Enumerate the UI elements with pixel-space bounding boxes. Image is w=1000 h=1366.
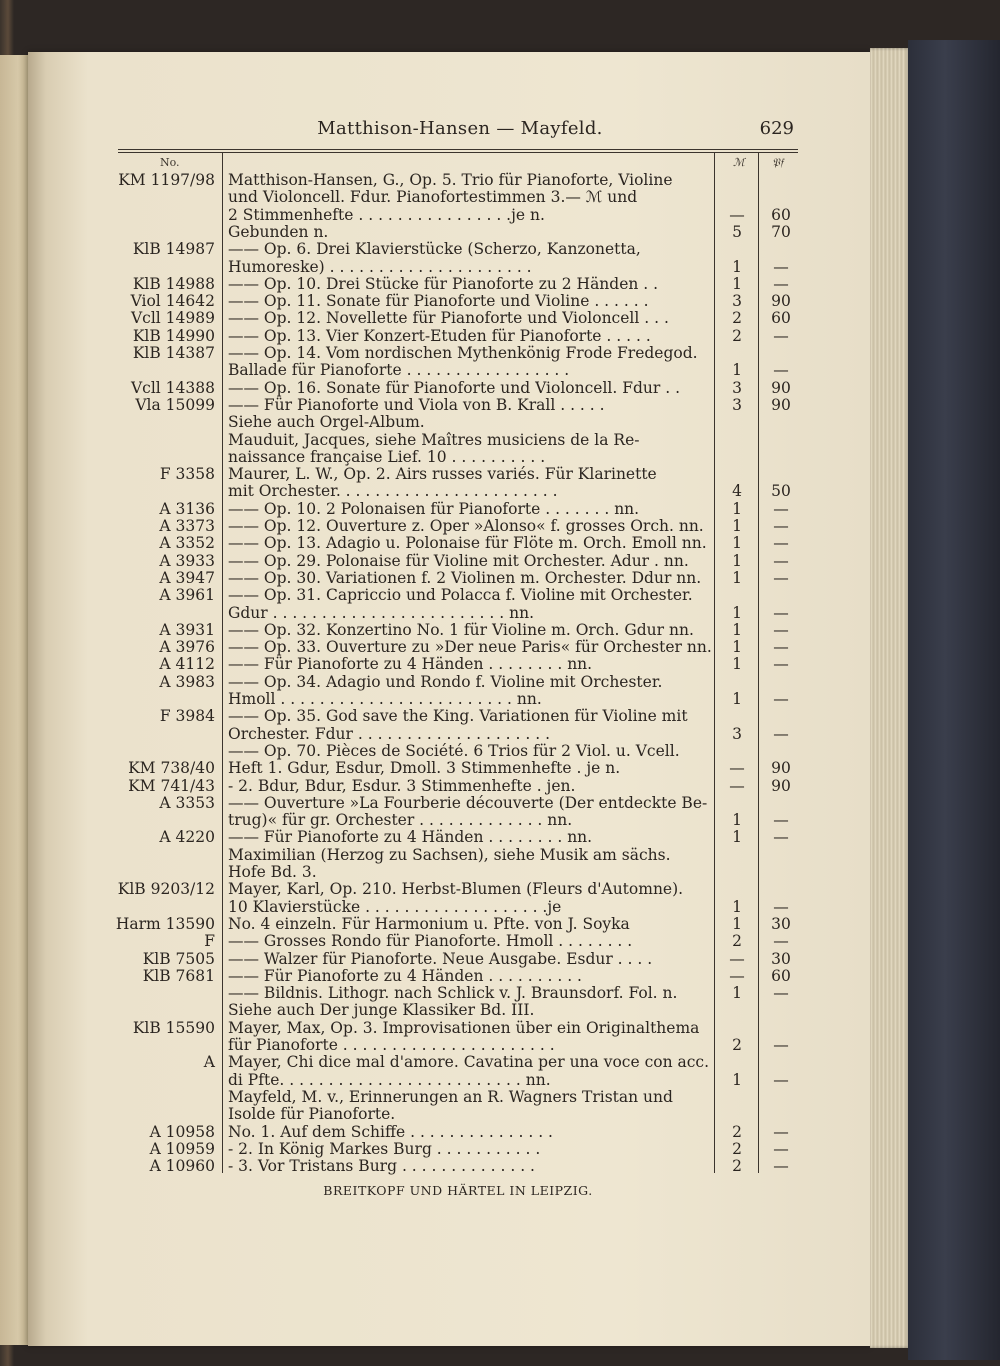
entry-text: —— Op. 70. Pièces de Société. 6 Trios für 2 Viol. u. Vcell. (228, 742, 680, 760)
entry-text: Siehe auch Der junge Klassiker Bd. III. (228, 1002, 535, 1020)
catalog-number: A 3947 (159, 568, 215, 587)
price-pfennig: 90 (771, 395, 791, 414)
column-header-pf: 𝔓𝔣 (772, 156, 784, 169)
entry-text: Gebunden n. (228, 223, 329, 241)
price-mark: 1 (732, 257, 742, 276)
price-mark: 2 (732, 1157, 742, 1176)
entry-text: —— Op. 32. Konzertino No. 1 für Violine m. Orch. Gdur nn. (228, 621, 694, 639)
entry-text: Mayer, Karl, Op. 210. Herbst-Blumen (Fleurs d'Automne). (228, 881, 684, 899)
price-mark: 2 (732, 1036, 742, 1054)
price-mark: 1 (732, 517, 742, 535)
entry-text: —— Op. 34. Adagio und Rondo f. Violine mit Orchester. (228, 673, 663, 691)
catalog-number: A 3373 (159, 517, 215, 535)
entry-text: Humoreske) . . . . . . . . . . . . . . . . . . . . . (228, 258, 532, 276)
price-pfennig: 60 (771, 205, 791, 224)
catalog-number: A 3931 (159, 620, 215, 639)
entry-text: Hofe Bd. 3. (228, 864, 317, 881)
price-pfennig: — (773, 1070, 789, 1089)
entry-text: —— Op. 30. Variationen f. 2 Violinen m. Orchester. Ddur nn. (228, 569, 702, 587)
entry-text: und Violoncell. Fdur. Pianofortestimmen 3.— ℳ und (228, 189, 638, 207)
catalog-number: F 3984 (159, 707, 215, 726)
entry-text: —— Grosses Rondo für Pianoforte. Hmoll . . . . . . . . (228, 933, 633, 951)
book-cover (908, 40, 1000, 1360)
price-pfennig: — (773, 1157, 789, 1176)
column-divider-no (222, 153, 223, 1173)
entry-text: Heft 1. Gdur, Esdur, Dmoll. 3 Stimmenhefte . je n. (228, 760, 621, 778)
price-mark: 2 (732, 1139, 742, 1158)
catalog-number: A 10960 (149, 1157, 215, 1176)
entry-text: Maximilian (Herzog zu Sachsen), siehe Musik am sächs. (228, 846, 671, 864)
entry-text: Orchester. Fdur . . . . . . . . . . . . . . . . . . . . (228, 725, 551, 743)
catalog-number: KM 738/40 (128, 759, 215, 778)
catalog-number: KlB 7505 (142, 949, 215, 968)
entry-text: 10 Klavierstücke . . . . . . . . . . . . . . . . . . .je (228, 898, 562, 916)
entry-text: Maurer, L. W., Op. 2. Airs russes variés. Für Klarinette (228, 466, 657, 484)
catalog-number: Vla 15099 (135, 395, 215, 414)
publisher-footer: BREITKOPF UND HÄRTEL IN LEIPZIG. (323, 1183, 593, 1198)
price-pfennig: — (773, 690, 789, 708)
page-edges (870, 48, 910, 1348)
price-pfennig: — (773, 568, 789, 587)
price-pfennig: — (773, 655, 789, 674)
catalog-number: KM 741/43 (128, 776, 215, 795)
price-mark: 3 (732, 292, 742, 311)
catalog-number: KlB 14990 (132, 326, 215, 345)
price-mark: 3 (732, 724, 742, 743)
catalog-number: A 4112 (159, 655, 215, 674)
price-pfennig: — (773, 326, 789, 345)
price-pfennig: 50 (771, 482, 791, 501)
entry-text: No. 4 einzeln. Für Harmonium u. Pfte. von J. Soyka (228, 915, 630, 933)
entry-text: —— Op. 12. Novellette für Pianoforte und Violoncell . . . (228, 310, 669, 328)
price-mark: — (729, 205, 745, 224)
price-pfennig: — (773, 724, 789, 743)
entry-text: —— Für Pianoforte und Viola von B. Krall . . . . . (228, 396, 605, 414)
price-mark: 1 (732, 274, 742, 293)
catalog-number: A 4220 (159, 828, 215, 847)
entry-text: Hmoll . . . . . . . . . . . . . . . . . . . . . . . . nn. (228, 691, 542, 708)
entry-text: —— Op. 16. Sonate für Pianoforte und Violoncell. Fdur . . (228, 379, 680, 397)
entry-text: —— Op. 11. Sonate für Pianoforte und Violine . . . . . . (228, 293, 649, 311)
entry-text: —— Op. 13. Vier Konzert-Etuden für Pianoforte . . . . . (228, 327, 651, 345)
entry-text: —— Walzer für Pianoforte. Neue Ausgabe. Esdur . . . . (228, 950, 653, 968)
entry-text: —— Op. 12. Ouverture z. Oper »Alonso« f. grosses Orch. nn. (228, 518, 704, 535)
price-pfennig: — (773, 932, 789, 951)
price-mark: 5 (732, 222, 742, 241)
entry-text: trug)« für gr. Orchester . . . . . . . . . . . . . nn. (228, 812, 573, 830)
price-pfennig: — (773, 620, 789, 639)
page-title: Matthison-Hansen — Mayfeld. (317, 118, 603, 139)
price-mark: 1 (732, 914, 742, 933)
price-pfennig: 60 (771, 966, 791, 985)
price-mark: — (729, 949, 745, 968)
page-number: 629 (759, 118, 794, 139)
price-pfennig: 90 (771, 378, 791, 397)
catalog-number: KlB 14987 (132, 240, 215, 259)
entry-text: Ballade für Pianoforte . . . . . . . . . . . . . . . . . (228, 362, 570, 380)
catalog-number: KlB 7681 (142, 966, 215, 985)
price-pfennig: — (773, 984, 789, 1003)
price-pfennig: — (773, 534, 789, 553)
catalog-number: KlB 14988 (132, 274, 215, 293)
price-pfennig: — (773, 274, 789, 293)
catalog-number: A 3961 (159, 586, 215, 605)
catalog-number: A 3933 (159, 551, 215, 570)
catalog-number: A 10959 (149, 1139, 215, 1158)
entry-text: —— Op. 10. 2 Polonaisen für Pianoforte . . . . . . . nn. (228, 500, 640, 518)
entry-text: 2 Stimmenhefte . . . . . . . . . . . . . . . .je n. (228, 206, 545, 224)
price-mark: 3 (732, 378, 742, 397)
entry-text: —— Ouverture »La Fourberie découverte (Der entdeckte Be- (228, 794, 708, 812)
price-pfennig: 30 (771, 914, 791, 933)
entry-text: - 2. Bdur, Bdur, Esdur. 3 Stimmenhefte . jen. (228, 777, 576, 795)
entry-text: —— Op. 10. Drei Stücke für Pianoforte zu 2 Händen . . (228, 275, 659, 293)
entry-text: —— Bildnis. Lithogr. nach Schlick v. J. Braunsdorf. Fol. n. (228, 985, 678, 1003)
price-mark: — (729, 776, 745, 795)
catalog-number: F (204, 932, 215, 951)
catalog-number: A 3352 (159, 534, 215, 553)
entry-text: Matthison-Hansen, G., Op. 5. Trio für Pianoforte, Violine (228, 172, 673, 189)
entry-text: —— Op. 6. Drei Klavierstücke (Scherzo, Kanzonetta, (228, 241, 641, 259)
running-header (120, 118, 800, 142)
price-pfennig: 90 (771, 759, 791, 778)
price-mark: 1 (732, 361, 742, 380)
price-pfennig: — (773, 638, 789, 657)
column-header-mark: ℳ (733, 156, 745, 169)
entry-text: —— Für Pianoforte zu 4 Händen . . . . . . . . nn. (228, 829, 593, 847)
price-pfennig: — (773, 551, 789, 570)
entry-text: Gdur . . . . . . . . . . . . . . . . . . . . . . . . nn. (228, 604, 535, 622)
price-pfennig: 30 (771, 949, 791, 968)
header-rule-top (118, 149, 798, 150)
price-mark: — (729, 759, 745, 778)
entry-text: —— Op. 29. Polonaise für Violine mit Orchester. Adur . nn. (228, 552, 689, 570)
price-mark: 1 (732, 828, 742, 847)
catalog-number: KM 1197/98 (118, 171, 215, 189)
price-mark: 4 (732, 482, 742, 501)
column-divider-pf (758, 153, 759, 1173)
catalog-number: KlB 15590 (132, 1018, 215, 1037)
catalog-number: A 3976 (159, 638, 215, 657)
price-mark: 1 (732, 499, 742, 518)
header-rule-bottom (118, 152, 798, 153)
price-mark: — (729, 966, 745, 985)
entry-text: —— Für Pianoforte zu 4 Händen . . . . . . . . . . (228, 967, 582, 985)
entry-text: —— Op. 35. God save the King. Variationen für Violine mit (228, 708, 688, 726)
price-pfennig: — (773, 1139, 789, 1158)
price-mark: 1 (732, 655, 742, 674)
entry-text: - 3. Vor Tristans Burg . . . . . . . . . . . . . . (228, 1158, 535, 1176)
price-mark: 1 (732, 603, 742, 622)
entry-text: Mayer, Max, Op. 3. Improvisationen über ein Originalthema (228, 1019, 700, 1037)
catalog-number: F 3358 (159, 465, 215, 484)
left-page-edge (0, 55, 30, 1345)
price-pfennig: — (773, 811, 789, 830)
price-pfennig: — (773, 828, 789, 847)
price-mark: 1 (732, 811, 742, 830)
price-pfennig: — (773, 603, 789, 622)
catalog-number: A 3353 (159, 793, 215, 812)
catalog-number: KlB 14387 (132, 344, 215, 362)
entry-text: —— Op. 33. Ouverture zu »Der neue Paris« für Orchester nn. (228, 639, 712, 657)
entry-text: - 2. In König Markes Burg . . . . . . . . . . . (228, 1140, 541, 1158)
entry-text: Isolde für Pianoforte. (228, 1106, 396, 1124)
entry-text: Siehe auch Orgel-Album. (228, 414, 425, 432)
catalog-number: Viol 14642 (130, 292, 215, 311)
price-mark: 2 (732, 1122, 742, 1141)
price-mark: 1 (732, 534, 742, 553)
entry-text: —— Op. 31. Capriccio und Polacca f. Violine mit Orchester. (228, 587, 693, 605)
price-pfennig: 90 (771, 776, 791, 795)
catalog-number: A 10958 (149, 1122, 215, 1141)
price-mark: 2 (732, 326, 742, 345)
price-mark: 2 (732, 309, 742, 328)
catalog-number: Vcll 14388 (130, 378, 215, 397)
price-pfennig: — (773, 517, 789, 535)
entry-text: Mauduit, Jacques, siehe Maîtres musiciens de la Re- (228, 431, 640, 449)
catalog-number: Vcll 14989 (130, 309, 215, 328)
entry-text: für Pianoforte . . . . . . . . . . . . . . . . . . . . . . (228, 1037, 555, 1054)
price-mark: 1 (732, 984, 742, 1003)
entry-text: Mayer, Chi dice mal d'amore. Cavatina per una voce con acc. (228, 1054, 710, 1072)
catalog-number: A 3983 (159, 672, 215, 691)
entry-text: No. 1. Auf dem Schiffe . . . . . . . . . . . . . . . (228, 1123, 553, 1141)
price-mark: 1 (732, 897, 742, 916)
price-mark: 3 (732, 395, 742, 414)
price-pfennig: 60 (771, 309, 791, 328)
price-pfennig: 90 (771, 292, 791, 311)
entry-text: di Pfte. . . . . . . . . . . . . . . . . . . . . . . . . nn. (228, 1071, 551, 1089)
entry-text: naissance française Lief. 10 . . . . . . . . . . (228, 448, 546, 466)
entry-text: mit Orchester. . . . . . . . . . . . . . . . . . . . . . . (228, 483, 558, 501)
price-mark: 1 (732, 1070, 742, 1089)
price-pfennig: — (773, 897, 789, 916)
column-divider-mark (714, 153, 715, 1173)
price-pfennig: 70 (771, 222, 791, 241)
price-mark: 1 (732, 551, 742, 570)
price-mark: 2 (732, 932, 742, 951)
price-pfennig: — (773, 257, 789, 276)
price-mark: 1 (732, 638, 742, 657)
price-pfennig: — (773, 499, 789, 518)
entry-text: —— Op. 14. Vom nordischen Mythenkönig Frode Fredegod. (228, 345, 698, 362)
entry-text: —— Op. 13. Adagio u. Polonaise für Flöte m. Orch. Emoll nn. (228, 535, 707, 553)
price-mark: 1 (732, 620, 742, 639)
catalog-number: Harm 13590 (115, 914, 215, 933)
catalog-number: KlB 9203/12 (117, 880, 215, 899)
entry-text: —— Für Pianoforte zu 4 Händen . . . . . . . . nn. (228, 656, 593, 674)
price-mark: 1 (732, 568, 742, 587)
entry-text: Mayfeld, M. v., Erinnerungen an R. Wagners Tristan und (228, 1088, 673, 1106)
catalog-number: A 3136 (159, 499, 215, 518)
price-pfennig: — (773, 361, 789, 380)
price-mark: 1 (732, 690, 742, 708)
catalog-number: A (203, 1053, 215, 1072)
price-pfennig: — (773, 1122, 789, 1141)
price-pfennig: — (773, 1036, 789, 1054)
column-header-no: No. (160, 156, 180, 169)
